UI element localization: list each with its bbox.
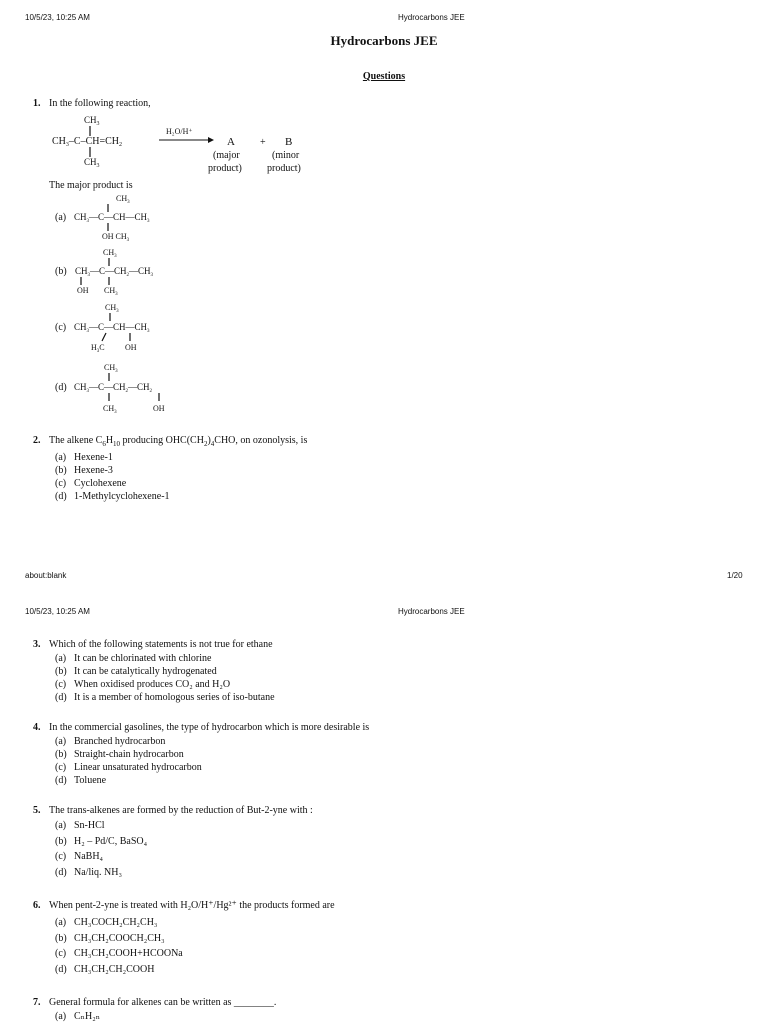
svg-text:H3C: $H_3C$ xyxy=(91,343,105,354)
q4-options xyxy=(55,735,202,787)
print-date: 10/5/23, 10:25 AM xyxy=(25,13,90,22)
option-label: (d) xyxy=(55,382,67,393)
option-a: (a) Hexene-1 xyxy=(55,452,113,463)
q2-options xyxy=(55,451,170,503)
q1-option-d xyxy=(53,359,203,415)
option-b: (b) H₂ – Pd/C, BaSO₄ xyxy=(55,835,148,847)
option-c: (c) Cyclohexene xyxy=(55,478,127,489)
option-a: (a) CH₃COCH₂CH₂CH₃ xyxy=(55,917,158,928)
document-title: Hydrocarbons JEE xyxy=(330,33,438,48)
svg-text:OH: OH xyxy=(153,404,165,413)
option-c: (c) NaBH₄ xyxy=(55,851,104,862)
option-a: (a) Sn-HCl xyxy=(55,820,105,831)
option-d: (d) CH₃CH₂CH₂COOH xyxy=(55,963,155,975)
q5-options xyxy=(55,818,147,880)
question-number: 2. xyxy=(33,435,41,446)
svg-text:OH: OH xyxy=(125,343,137,352)
option-d: (d) 1-Methylcyclohexene-1 xyxy=(55,491,170,502)
option-b: (b) It can be catalytically hydrogenated xyxy=(55,666,217,677)
major-product-prompt: The major product is xyxy=(49,180,133,191)
section-heading: Questions xyxy=(362,71,406,82)
question-3 xyxy=(33,639,273,650)
question-6 xyxy=(33,900,335,911)
option-a: (a) CₙH₂ₙ xyxy=(55,1011,101,1022)
question-number: 4. xyxy=(33,722,41,733)
reagent-label: H₂O/H⁺ xyxy=(166,127,193,136)
major-label-2: product) xyxy=(208,163,242,174)
question-7 xyxy=(33,997,276,1008)
question-text: When pent-2-yne is treated with H₂O/H⁺/Hg²⁺ the products formed are xyxy=(49,900,335,911)
svg-text:CH3: $CH_3$ xyxy=(105,303,119,314)
question-number: 5. xyxy=(33,805,41,816)
major-label-1: (major xyxy=(213,150,240,161)
option-a: (a) Branched hydrocarbon xyxy=(55,736,166,747)
option-b: (b) Straight-chain hydrocarbon xyxy=(55,749,184,760)
arrow-head xyxy=(208,137,214,143)
option-a: (a) It can be chlorinated with chlorine xyxy=(55,653,212,664)
minor-label-1: (minor xyxy=(272,150,300,161)
q1-option-c xyxy=(53,299,203,355)
svg-text:CH3—C—CH2—CH3: $CH_3—C—CH_2—CH_3$ xyxy=(75,266,154,278)
reactant-ch3-top: $CH_3$ xyxy=(84,115,100,127)
print-header-title: Hydrocarbons JEE xyxy=(398,13,465,22)
question-text: In the commercial gasolines, the type of hydrocarbon which is more desirable is xyxy=(49,722,370,733)
question-text: In the following reaction, xyxy=(49,98,151,109)
option-label: (a) xyxy=(55,212,67,223)
q7-options xyxy=(55,1010,100,1023)
option-c: (c) CH₃CH₂COOH+HCOONa xyxy=(55,948,183,959)
option-c: (c) Linear unsaturated hydrocarbon xyxy=(55,762,202,773)
option-b: (b) Hexene-3 xyxy=(55,465,113,476)
print-date: 10/5/23, 10:25 AM xyxy=(25,607,90,616)
svg-text:CH3—C—CH—CH3: $CH_3—C—CH—CH_3$ xyxy=(74,322,150,334)
svg-text:CH3: $CH_3$ xyxy=(104,363,118,374)
option-label: (b) xyxy=(55,266,67,277)
question-4 xyxy=(33,722,369,733)
option-c: (c) When oxidised produces CO₂ and H₂O xyxy=(55,679,231,690)
footer-page-number: 1/20 xyxy=(727,571,743,580)
option-b: (b) CH₃CH₂COOCH₂CH₃ xyxy=(55,932,165,944)
question-text: The alkene $C_6H_{10}$ producing $OHC(CH_2)_4CHO$, on ozonolysis, is xyxy=(49,435,308,448)
option-d: (d) It is a member of homologous series of iso-butane xyxy=(55,692,275,703)
svg-text:OH CH3: OH $CH_3$ xyxy=(102,232,130,243)
question-text: The trans-alkenes are formed by the reduction of But-2-yne with : xyxy=(49,805,313,816)
q3-options xyxy=(55,652,275,704)
option-d: (d) Toluene xyxy=(55,775,107,786)
question-text: Which of the following statements is not true for ethane xyxy=(49,639,273,650)
question-2 xyxy=(33,435,307,448)
svg-text:CH3: $CH_3$ xyxy=(116,194,130,205)
svg-text:CH3: $CH_3$ xyxy=(103,404,117,415)
question-text: General formula for alkenes can be written as ________. xyxy=(49,997,277,1008)
question-5 xyxy=(33,805,313,816)
q1-option-b xyxy=(53,245,203,297)
minor-label-2: product) xyxy=(267,163,301,174)
product-a: A xyxy=(227,136,235,148)
svg-text:CH3: $CH_3$ xyxy=(104,286,118,297)
svg-text:CH3—C—CH—CH3: $CH_3—C—CH—CH_3$ xyxy=(74,212,150,224)
option-label: (c) xyxy=(55,322,67,333)
reaction-scheme xyxy=(45,108,345,188)
question-number: 7. xyxy=(33,997,41,1008)
option-d: (d) Na/liq. NH₃ xyxy=(55,866,122,878)
question-number: 1. xyxy=(33,98,41,109)
plus-sign: + xyxy=(260,137,266,148)
question-number: 6. xyxy=(33,900,41,911)
print-header-title: Hydrocarbons JEE xyxy=(398,607,465,616)
q6-options xyxy=(55,915,183,977)
reactant-main-chain: $CH_3-C-CH=CH_2$ xyxy=(52,136,122,148)
footer-url: about:blank xyxy=(25,571,67,580)
svg-text:CH3—C—CH2—CH2: $CH_3—C—CH_2—CH_2$ xyxy=(74,382,153,394)
q1-option-a xyxy=(53,191,203,245)
svg-text:OH: OH xyxy=(77,286,89,295)
product-b: B xyxy=(285,136,293,148)
question-number: 3. xyxy=(33,639,41,650)
reactant-ch3-bottom: $CH_3$ xyxy=(84,157,100,169)
svg-text:CH3: $CH_3$ xyxy=(103,248,117,259)
